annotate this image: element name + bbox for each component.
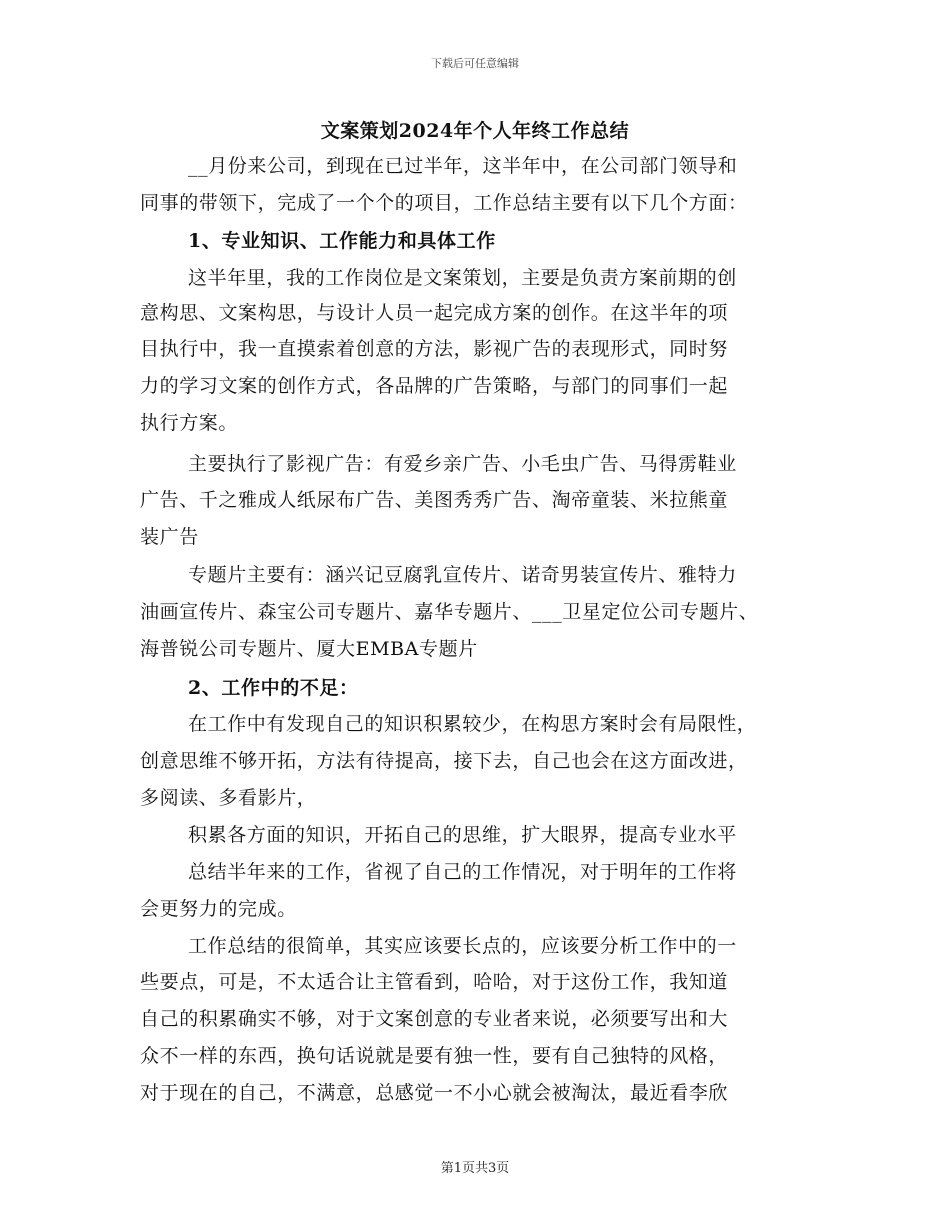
paragraph-line: 力的学习文案的创作方式，各品牌的广告策略，与部门的同事们一起 (140, 375, 729, 397)
section-heading: 1、专业知识、工作能力和具体工作 (188, 230, 496, 252)
paragraph-line: 多阅读、多看影片， (140, 787, 317, 809)
paragraph-line: 意构思、文案构思，与设计人员一起完成方案的创作。在这半年的项 (140, 302, 729, 324)
paragraph-line: __月份来公司，到现在已过半年，这半年中，在公司部门领导和 (188, 155, 738, 177)
paragraph-line: 专题片主要有：涵兴记豆腐乳宣传片、诺奇男装宣传片、雅特力 (188, 564, 737, 586)
paragraph-line: 主要执行了影视广告：有爱乡亲广告、小毛虫广告、马得雳鞋业 (188, 453, 737, 475)
paragraph-line: 创意思维不够开拓，方法有待提高，接下去，自己也会在这方面改进， (140, 750, 748, 772)
paragraph-line: 执行方案。 (140, 412, 239, 434)
paragraph-line: 总结半年来的工作，省视了自己的工作情况，对于明年的工作将 (188, 861, 737, 883)
paragraph-line: 众不一样的东西，换句话说就是要有独一性，要有自己独特的风格， (140, 1045, 729, 1067)
paragraph-line: 油画宣传片、森宝公司专题片、嘉华专题片、___卫星定位公司专题片、 (140, 601, 759, 623)
paragraph-line: 些要点，可是，不太适合让主管看到，哈哈，对于这份工作，我知道 (140, 971, 729, 993)
paragraph-line: 积累各方面的知识，开拓自己的思维，扩大眼界，提高专业水平 (188, 824, 737, 846)
paragraph-line: 广告、千之雅成人纸尿布广告、美图秀秀广告、淘帝童装、米拉熊童 (140, 489, 729, 511)
paragraph-line: 对于现在的自己，不满意，总感觉一不小心就会被淘汰，最近看李欣 (140, 1082, 729, 1104)
paragraph-line: 工作总结的很简单，其实应该要长点的，应该要分析工作中的一 (188, 935, 737, 957)
paragraph-line: 会更努力的完成。 (140, 898, 297, 920)
page-header: 下载后可任意编辑 (431, 57, 519, 70)
section-heading: 2、工作中的不足： (188, 677, 359, 699)
paragraph-line: 同事的带领下，完成了一个个的项目，工作总结主要有以下几个方面： (140, 192, 748, 214)
paragraph-line: 自己的积累确实不够，对于文案创意的专业者来说，必须要写出和大 (140, 1008, 729, 1030)
paragraph-line: 这半年里，我的工作岗位是文案策划，主要是负责方案前期的创 (188, 267, 737, 289)
paragraph-line: 装广告 (140, 526, 199, 548)
paragraph-line: 目执行中，我一直摸索着创意的方法，影视广告的表现形式，同时努 (140, 338, 729, 360)
paragraph-line: 海普锐公司专题片、厦大EMBA专题片 (140, 638, 478, 660)
page-footer: 第1页共3页 (440, 1161, 510, 1176)
paragraph-line: 在工作中有发现自己的知识积累较少，在构思方案时会有局限性， (188, 713, 757, 735)
document-title: 文案策划2024年个人年终工作总结 (320, 120, 630, 142)
